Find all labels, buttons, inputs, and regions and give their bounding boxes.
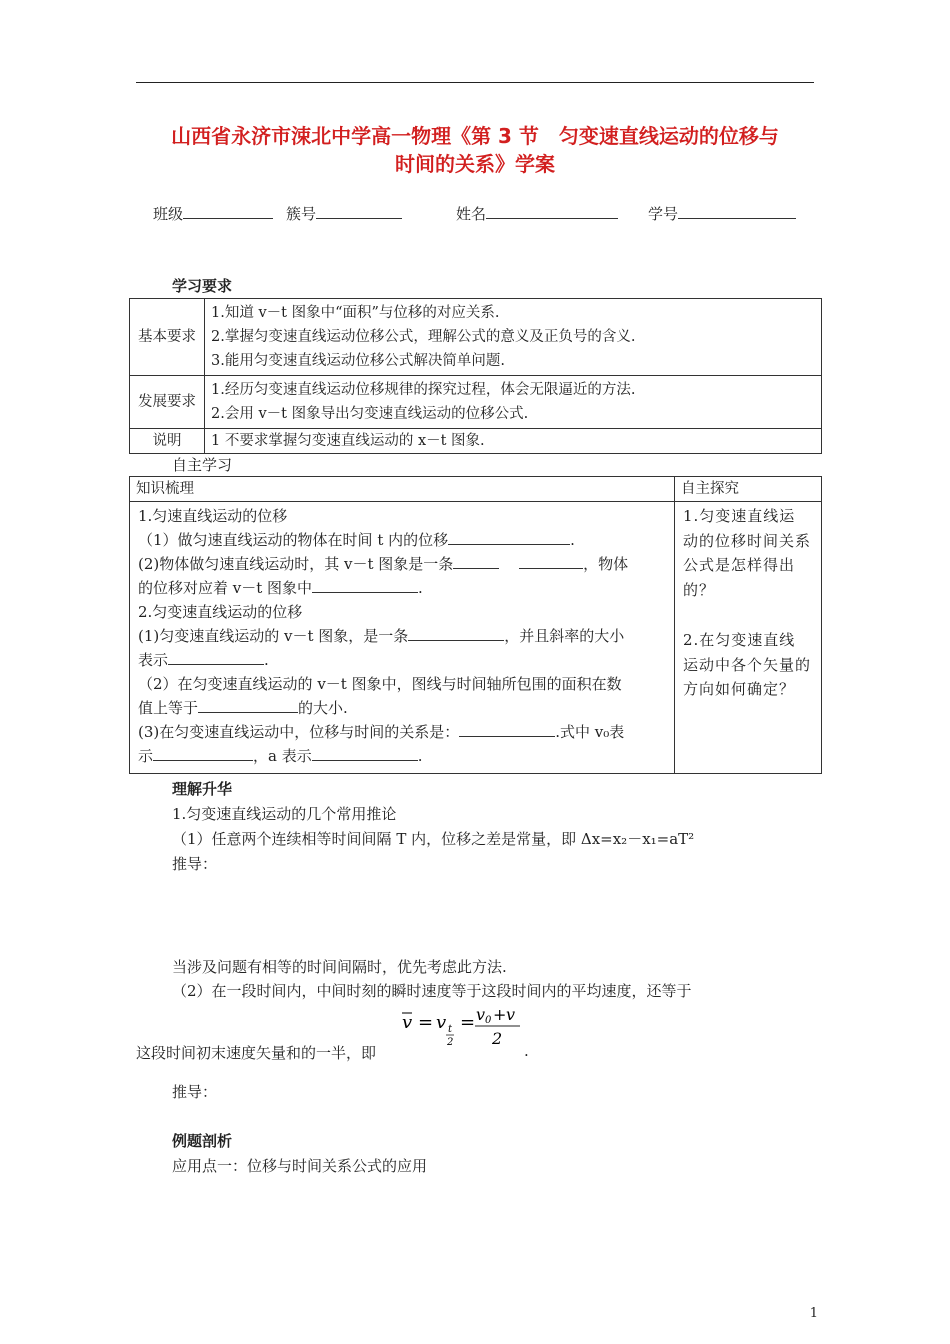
application-point-1: 应用点一：位移与时间关系公式的应用	[172, 1157, 428, 1175]
k-line-2: （1）做匀速直线运动的物体在时间 t 内的位移 .	[138, 531, 575, 549]
corollary-1: （1）任意两个连续相等时间间隔 T 内，位移之差是常量，即 Δx=x₂－x₁=aT²	[172, 830, 695, 848]
self-study-heading: 自主学习	[172, 456, 233, 474]
explore-q1: 1.匀变速直线运动的位移时间关系公式是怎样得出的？	[683, 507, 812, 599]
svg-text:=: =	[460, 1012, 476, 1033]
svg-text:2: 2	[492, 1029, 503, 1048]
k-line-8: （2）在匀变速直线运动的 v－t 图象中，图线与时间轴所包围的面积在数	[138, 675, 622, 693]
understanding-heading: 理解升华	[172, 780, 233, 798]
id-field: 学号	[648, 203, 796, 224]
corollary-2: （2）在一段时间内，中间时刻的瞬时速度等于这段时间内的平均速度，还等于	[172, 982, 692, 1000]
explore-q2: 2.在匀变速直线运动中各个矢量的方向如何确定？	[683, 631, 812, 698]
svg-text:v: v	[506, 1005, 516, 1024]
k-line-6: (1)匀变速直线运动的 v－t 图象，是一条 ，并且斜率的大小	[138, 627, 625, 645]
k-line-3: (2)物体做匀速直线运动时，其 v－t 图象是一条 ，物体	[138, 555, 629, 573]
k-line-11: 示 ，a 表示 .	[138, 747, 423, 765]
doc-title-line2: 时间的关系》学案	[395, 152, 555, 176]
svg-text:0: 0	[485, 1015, 492, 1026]
derive-label-1: 推导：	[172, 855, 218, 873]
doc-title-line1: 山西省永济市涑北中学高一物理《第 3 节 匀变速直线运动的位移与	[171, 124, 779, 148]
req-row-note	[130, 429, 822, 454]
explore-cell	[675, 502, 822, 774]
k-line-7: 表示 .	[138, 651, 269, 669]
formula-period: .	[524, 1042, 529, 1060]
self-study-table	[129, 476, 822, 774]
method-note: 当涉及问题有相等的时间间隔时，优先考虑此方法.	[172, 958, 507, 976]
mid-time-velocity-formula	[400, 1002, 524, 1057]
svg-text:v: v	[476, 1005, 486, 1024]
page-number: 1	[809, 1306, 818, 1321]
req-items-note: 1 不要求掌握匀变速直线运动的 x－t 图象.	[205, 429, 822, 454]
req-label-basic: 基本要求	[130, 299, 205, 376]
req-items-basic: 1.知道 v－t 图象中“面积”与位移的对应关系. 2.掌握匀变速直线运动位移公式，理解公式的意义及正负号的含义. 3.能用匀变速直线运动位移公式解决简单问题.	[205, 299, 822, 376]
k-line-10: (3)在匀变速直线运动中，位移与时间的关系是： .式中 v₀表	[138, 723, 625, 741]
req-label-advanced: 发展要求	[130, 376, 205, 429]
requirements-heading: 学习要求	[172, 277, 233, 295]
req-items-advanced: 1.经历匀变速直线运动位移规律的探究过程，体会无限逼近的方法. 2.会用 v－t 图象导出匀变速直线运动的位移公式.	[205, 376, 822, 429]
svg-text:+: +	[493, 1005, 507, 1024]
req-label-note: 说明	[130, 429, 205, 454]
k-line-9: 值上等于 的大小.	[138, 699, 348, 717]
k-line-1: 1.匀速直线运动的位移	[138, 507, 288, 525]
group-field: 簇号	[286, 203, 402, 224]
header-rule	[136, 82, 814, 83]
class-field: 班级	[153, 203, 273, 224]
k-line-5: 2.匀变速直线运动的位移	[138, 603, 303, 621]
formula-svg	[400, 1002, 524, 1052]
svg-text:t: t	[448, 1024, 453, 1035]
svg-text:2: 2	[447, 1037, 454, 1048]
col-knowledge-header: 知识梳理	[130, 477, 675, 502]
col-explore-header: 自主探究	[675, 477, 822, 502]
requirements-table	[129, 298, 822, 454]
req-row-basic	[130, 299, 822, 376]
k-line-4: 的位移对应着 v－t 图象中 .	[138, 579, 423, 597]
examples-heading: 例题剖析	[172, 1132, 233, 1150]
corollary-2-cont: 这段时间初末速度矢量和的一半，即	[136, 1044, 377, 1062]
req-row-advanced	[130, 376, 822, 429]
svg-text:=: =	[418, 1012, 434, 1033]
corollary-title: 1.匀变速直线运动的几个常用推论	[172, 805, 397, 823]
svg-text:v: v	[436, 1012, 447, 1033]
derive-label-2: 推导：	[172, 1083, 218, 1101]
svg-text:v: v	[402, 1012, 413, 1033]
name-field: 姓名	[456, 203, 618, 224]
knowledge-cell	[130, 502, 675, 774]
